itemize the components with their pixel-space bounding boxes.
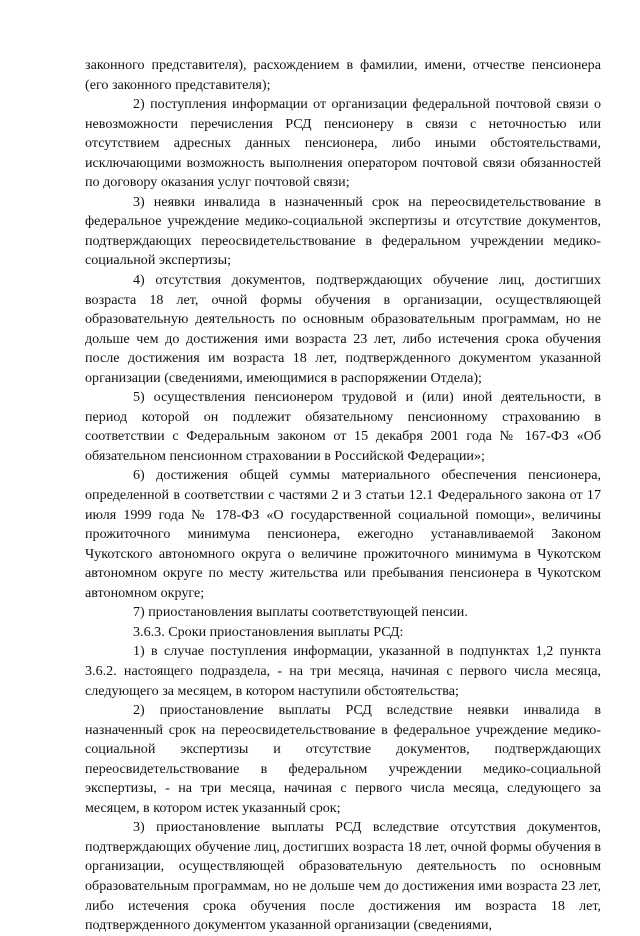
paragraph-continuation: законного представителя), расхождением в фамилии, имени, отчестве пенсионера (его законного представителя);: [85, 57, 601, 93]
paragraph-item-6-subsistence: 6) достижения общей суммы материального обеспечения пенсионера, определенной в соответствии с частями 2 и 3 статьи 12.1 Федерального закона от 17 июля 1999 года № 178-ФЗ «О государственной социальной помощи», величины прожиточного минимума пенсионера, ежегодно устанавливаемой Законом Чукотского автономного округа о величине прожиточного минимума в Чукотском автономном округе по месту жительства или пребывания пенсионера в Чукотском автономном округе;: [85, 467, 601, 601]
paragraph-item-3-reexamination: 3) неявки инвалида в назначенный срок на переосвидетельствование в федеральное учреждение медико-социальной экспертизы и отсутствие документов, подтверждающих переосвидетельствование в федеральном учреждении медико-социальной экспертизы;: [85, 193, 601, 269]
paragraph-item-2-postal: 2) поступления информации от организации федеральной почтовой связи о невозможности перечисления РСД пенсионеру в связи с неточностью или отсутствием адресных данных пенсионера, либо иными обстоятельствами, исключающими возможность выполнения оператором почтовой связи обязанностей по договору оказания услуг почтовой связи;: [85, 96, 601, 191]
paragraph-term-3: 3) приостановление выплаты РСД вследствие отсутствия документов, подтверждающих обучение лиц, достигших возраста 18 лет, очной формы обучения в организации, осуществляющей образовательную деятельность по основным образовательным программам, но не дольше чем до достижения ими возраста 23 лет, либо истечения срока обучения после достижения им возраста 18 лет, подтвержденного документом указанной организации (сведениями,: [85, 819, 601, 934]
paragraph-item-5-employment: 5) осуществления пенсионером трудовой и (или) иной деятельности, в период которой он подлежит обязательному пенсионному страхованию в соответствии с Федеральным законом от 15 декабря 2001 года № 167-ФЗ «Об обязательном пенсионном страховании в Российской Федерации»;: [85, 389, 601, 464]
paragraph-term-2: 2) приостановление выплаты РСД вследствие неявки инвалида в назначенный срок на переосвидетельствование в федеральное учреждение медико-социальной экспертизы и отсутствие документов, подтверждающих переосвидетельствование в федеральном учреждении медико-социальной экспертизы, - на три месяца, начиная с первого числа месяца, следующего за месяцем, в котором истек указанный срок;: [85, 702, 601, 816]
document-page: [85, 56, 601, 936]
paragraph-item-7-pension: 7) приостановления выплаты соответствующей пенсии.: [133, 604, 468, 621]
paragraph-term-1: 1) в случае поступления информации, указанной в подпунктах 1,2 пункта 3.6.2. настоящего подраздела, - на три месяца, начиная с первого числа месяца, следующего за месяцем, в котором наступили обстоятельства;: [85, 643, 601, 699]
paragraph-item-4-education: 4) отсутствия документов, подтверждающих обучение лиц, достигших возраста 18 лет, очной формы обучения в организации, осуществляющей образовательную деятельность по основным образовательным программам, но не дольше чем до достижения ими возраста 23 лет, либо истечения срока обучения после достижения им возраста 18 лет, подтвержденного документом указанной организации (сведениями, имеющимися в распоряжении Отдела);: [85, 272, 601, 386]
section-heading-3-6-3: 3.6.3. Сроки приостановления выплаты РСД:: [133, 623, 404, 640]
